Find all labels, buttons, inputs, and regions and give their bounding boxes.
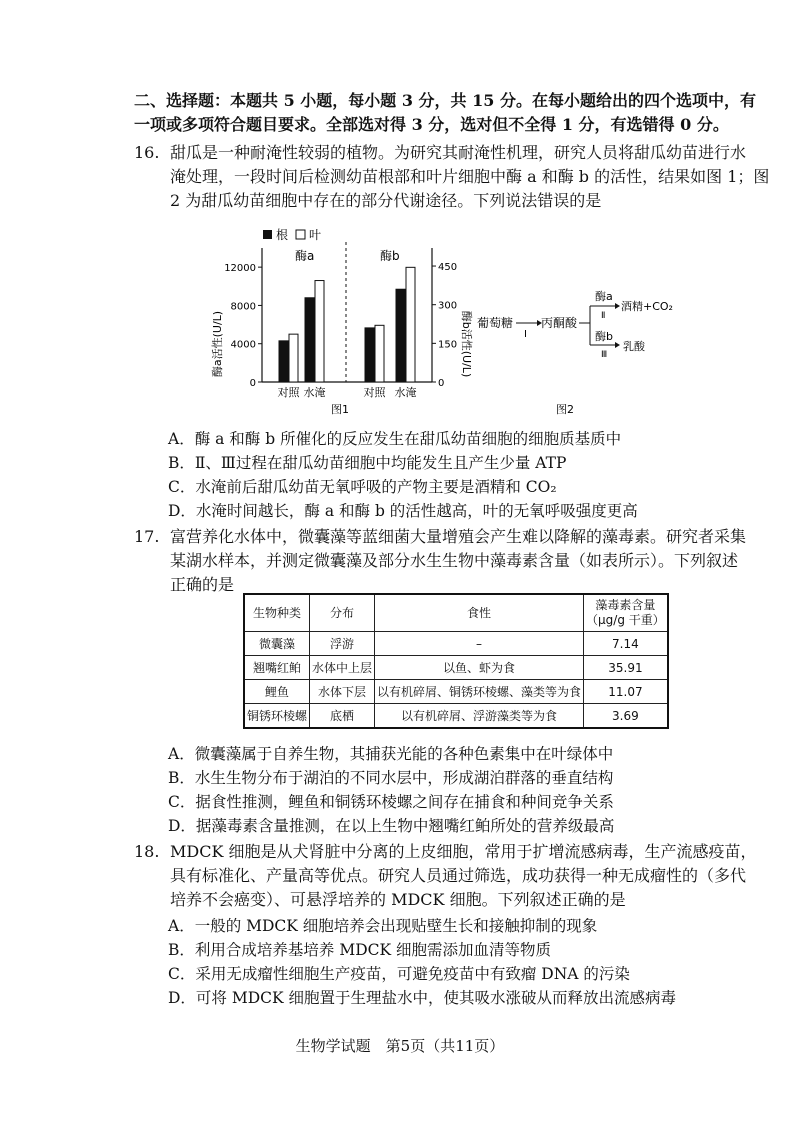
table-cell: 以鱼、虾为食	[375, 656, 584, 680]
q18-option-c: C．采用无成瘤性细胞生产疫苗，可避免疫苗中有致瘤 DNA 的污染	[168, 965, 630, 983]
header-toxin-line2: （μg/g 干重）	[586, 613, 665, 627]
y-tick-label: 0	[438, 378, 445, 389]
q17-stem-line1: 富营养化水体中，微囊藻等蓝细菌大量增殖会产生难以降解的藻毒素。研究者采集	[170, 527, 747, 546]
glucose-label: 葡萄糖	[477, 316, 514, 330]
q16-stem-line3: 2 为甜瓜幼苗细胞中存在的部分代谢途径。下列说法错误的是	[170, 191, 602, 210]
table-cell: 35.91	[584, 656, 668, 680]
table-row	[244, 632, 668, 656]
table-cell: –	[375, 632, 584, 656]
table-row	[244, 656, 668, 680]
table-row	[244, 680, 668, 704]
step3-label: Ⅲ	[601, 350, 608, 360]
bar-root	[365, 328, 374, 382]
q16-option-c: C．水淹前后甜瓜幼苗无氧呼吸的产物主要是酒精和 CO₂	[168, 478, 557, 496]
section-header-line2: 一项或多项符合题目要求。全部选对得 3 分，选对但不全得 1 分，有选错得 0 分。	[134, 115, 729, 134]
enzyme-b-label: 酶b	[595, 330, 613, 343]
table-cell: 7.14	[584, 632, 668, 656]
table-cell: 水体下层	[310, 680, 375, 704]
q16-number: 16.	[134, 143, 160, 162]
pyruvate-label: 丙酮酸	[541, 316, 578, 330]
table-cell: 以有机碎屑、铜锈环棱螺、藻类等为食	[375, 680, 584, 704]
y-tick-label: 8000	[230, 301, 256, 313]
header-species: 生物种类	[244, 594, 310, 632]
bar-leaf	[289, 334, 298, 382]
bar-root	[396, 289, 405, 382]
legend-root-swatch	[263, 230, 272, 239]
q17-option-d: D．据藻毒素含量推测，在以上生物中翘嘴红鲌所处的营养级最高	[168, 817, 615, 835]
q18-option-a: A．一般的 MDCK 细胞培养会出现贴壁生长和接触抑制的现象	[168, 917, 598, 935]
y-tick-label: 4000	[230, 339, 256, 351]
table-cell: 翘嘴红鲌	[244, 656, 310, 680]
step1-label: Ⅰ	[524, 329, 527, 340]
product3-label: 乳酸	[623, 340, 645, 353]
bar-leaf	[315, 281, 324, 382]
page-footer: 生物学试题 第5页（共11页）	[295, 1037, 505, 1055]
table-cell: 铜锈环棱螺	[244, 704, 310, 729]
table-row	[244, 704, 668, 729]
bar-root	[279, 341, 288, 382]
enzyme-a-label: 酶a	[595, 290, 613, 303]
q18-stem-line2: 具有标准化、产量高等优点。研究人员通过筛选，成功获得一种无成瘤性的（多代	[170, 866, 747, 885]
panel-b-label: 酶b	[380, 249, 400, 263]
header-diet: 食性	[375, 594, 584, 632]
category-labels	[278, 385, 417, 399]
y-tick-label: 12000	[224, 263, 256, 275]
q16-stem-line1: 甜瓜是一种耐淹性较弱的植物。为研究其耐淹性机理，研究人员将甜瓜幼苗进行水	[170, 143, 747, 162]
arrowhead-step3	[615, 342, 620, 348]
arrowhead-step2	[615, 303, 620, 309]
figure1-caption: 图1	[331, 403, 349, 416]
q17-number: 17.	[134, 527, 160, 546]
step2-label: Ⅱ	[601, 311, 606, 321]
figure2-caption: 图2	[556, 403, 574, 416]
section-header-line1: 二、选择题：本题共 5 小题，每小题 3 分，共 15 分。在每小题给出的四个选项中，有	[134, 91, 756, 110]
y-tick-label: 0	[249, 378, 256, 389]
table-cell: 11.07	[584, 680, 668, 704]
header-distribution: 分布	[310, 594, 375, 632]
figure1-chart	[205, 218, 475, 418]
panel-b-ylabel: 酶b活性(U/L)	[460, 310, 473, 378]
panel-a-ticks	[224, 263, 262, 389]
panel-a-ylabel: 酶a活性(U/L)	[211, 310, 224, 378]
legend-root-label: 根	[276, 228, 289, 242]
q17-option-a: A．微囊藻属于自养生物，其捕获光能的各种色素集中在叶绿体中	[168, 745, 614, 763]
q17-option-c: C．据食性推测，鲤鱼和铜锈环棱螺之间存在捕食和种间竞争关系	[168, 793, 614, 811]
table-cell: 3.69	[584, 704, 668, 729]
bar-leaf	[375, 325, 384, 382]
q17-stem-line2: 某湖水样本，并测定微囊藻及部分水生生物中藻毒素含量（如表所示）。下列叙述	[170, 551, 739, 570]
q17-stem-line3: 正确的是	[170, 575, 235, 594]
q18-stem-line3: 培养不会癌变）、可悬浮培养的 MDCK 细胞。下列叙述正确的是	[170, 890, 626, 909]
q18-number: 18.	[134, 842, 160, 861]
table-cell: 水体中上层	[310, 656, 375, 680]
product2-label: 酒精+CO₂	[621, 300, 673, 313]
bar-leaf	[406, 267, 415, 382]
header-toxin	[584, 594, 668, 632]
bar-root	[305, 298, 314, 382]
q18-stem-line1: MDCK 细胞是从犬肾脏中分离的上皮细胞，常用于扩增流感病毒，生产流感疫苗，	[170, 842, 757, 861]
chart-bars	[279, 267, 415, 382]
toxin-table	[243, 593, 669, 729]
q18-option-d: D．可将 MDCK 细胞置于生理盐水中，使其吸水涨破从而释放出流感病毒	[168, 989, 677, 1007]
table-cell: 鲤鱼	[244, 680, 310, 704]
category-label: 对照	[277, 386, 300, 399]
table-cell: 底栖	[310, 704, 375, 729]
legend-leaf-label: 叶	[309, 228, 322, 242]
category-label: 水淹	[394, 386, 417, 399]
table-cell: 浮游	[310, 632, 375, 656]
table-cell: 微囊藻	[244, 632, 310, 656]
y-tick-label: 300	[438, 300, 458, 312]
q16-stem-line2: 淹处理，一段时间后检测幼苗根部和叶片细胞中酶 a 和酶 b 的活性，结果如图 1；图	[170, 167, 770, 186]
category-label: 水淹	[303, 386, 326, 399]
q16-option-d: D．水淹时间越长，酶 a 和酶 b 的活性越高，叶的无氧呼吸强度更高	[168, 502, 638, 520]
panel-b-ticks	[432, 262, 457, 389]
table-header-row	[244, 594, 668, 632]
q16-option-b: B．Ⅱ、Ⅲ过程在甜瓜幼苗细胞中均能发生且产生少量 ATP	[168, 454, 567, 472]
legend-leaf-swatch	[296, 230, 305, 239]
panel-a-label: 酶a	[295, 249, 315, 263]
category-label: 对照	[363, 386, 386, 399]
y-tick-label: 450	[438, 262, 458, 274]
q16-option-a: A．酶 a 和酶 b 所催化的反应发生在甜瓜幼苗细胞的细胞质基质中	[168, 430, 622, 448]
header-toxin-line1: 藻毒素含量	[595, 598, 656, 612]
figure2-pathway	[475, 280, 690, 420]
y-tick-label: 150	[438, 339, 458, 351]
q18-option-b: B．利用合成培养基培养 MDCK 细胞需添加血清等物质	[168, 941, 551, 959]
q17-option-b: B．水生生物分布于湖泊的不同水层中，形成湖泊群落的垂直结构	[168, 769, 614, 787]
table-cell: 以有机碎屑、浮游藻类等为食	[375, 704, 584, 729]
